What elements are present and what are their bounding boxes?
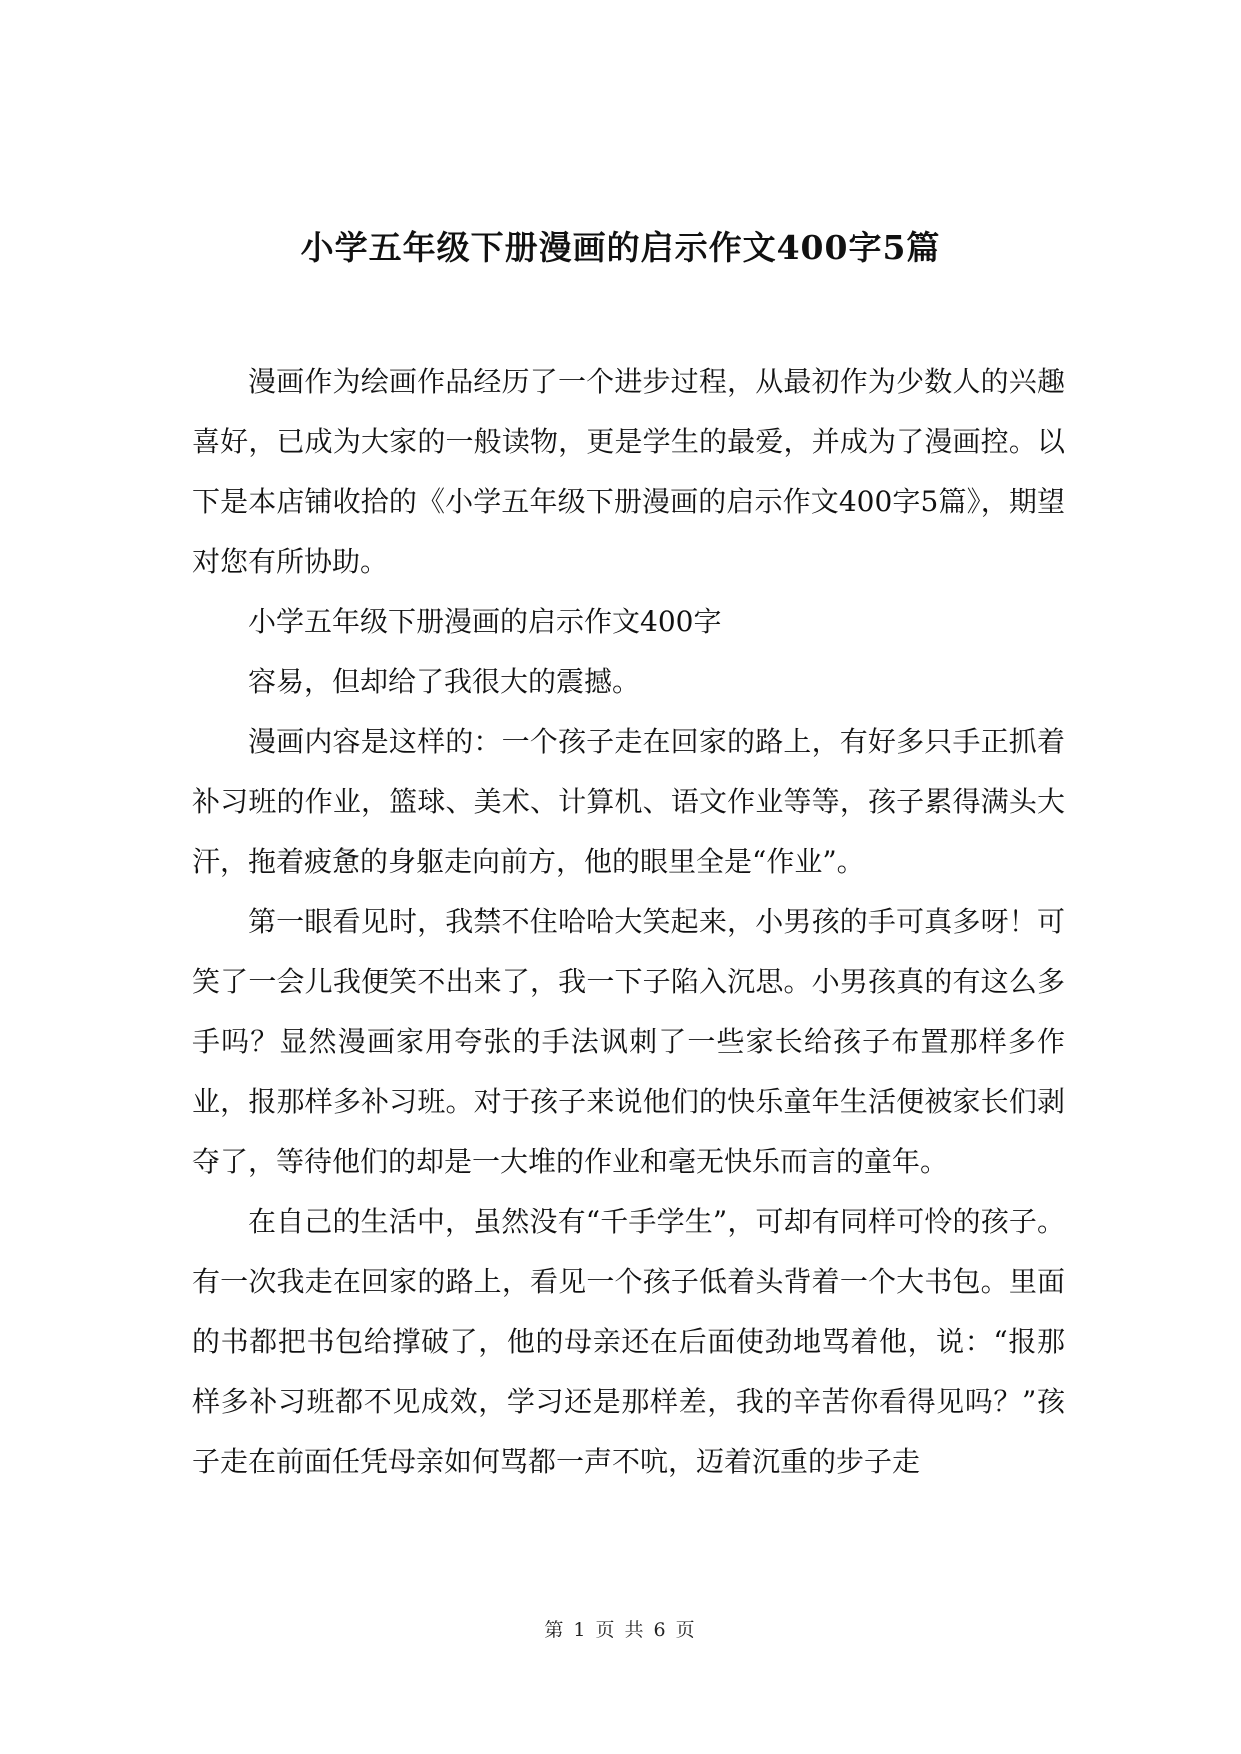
page-footer: 第 1 页 共 6 页 bbox=[544, 1619, 697, 1641]
document-title: 小学五年级下册漫画的启示作文400字5篇 bbox=[300, 228, 941, 267]
paragraph-first-impression: 第一眼看见时，我禁不住哈哈大笑起来，小男孩的手可真多呀！可笑了一会儿我便笑不出来了，我一下子陷入沉思。小男孩真的有这么多手吗？显然漫画家用夸张的手法讽刺了一些家长给孩子布置那样多作业，报那样多补习班。对于孩子来说他们的快乐童年生活便被家长们剥夺了，等待他们的却是一大堆的作业和毫无快乐而言的童年。 bbox=[192, 905, 1065, 1178]
paragraph-real-life: 在自己的生活中，虽然没有“千手学生”，可却有同样可怜的孩子。有一次我走在回家的路上，看见一个孩子低着头背着一个大书包。里面的书都把书包给撑破了，他的母亲还在后面使劲地骂着他，说：“报那样多补习班都不见成效，学习还是那样差，我的辛苦你看得见吗？”孩子走在前面任凭母亲如何骂都一声不吭，迈着沉重的步子走 bbox=[192, 1205, 1065, 1478]
paragraph-opening: 容易，但却给了我很大的震撼。 bbox=[248, 665, 641, 698]
paragraph-intro: 漫画作为绘画作品经历了一个进步过程，从最初作为少数人的兴趣喜好，已成为大家的一般读物，更是学生的最爱，并成为了漫画控。以下是本店铺收拾的《小学五年级下册漫画的启示作文400字5篇》，期望对您有所协助。 bbox=[192, 365, 1065, 578]
document-body bbox=[192, 352, 1065, 1492]
paragraph-comic-content: 漫画内容是这样的：一个孩子走在回家的路上，有好多只手正抓着补习班的作业，篮球、美术、计算机、语文作业等等，孩子累得满头大汗，拖着疲惫的身躯走向前方，他的眼里全是“作业”。 bbox=[192, 725, 1065, 878]
paragraph-subtitle: 小学五年级下册漫画的启示作文400字 bbox=[248, 605, 722, 638]
